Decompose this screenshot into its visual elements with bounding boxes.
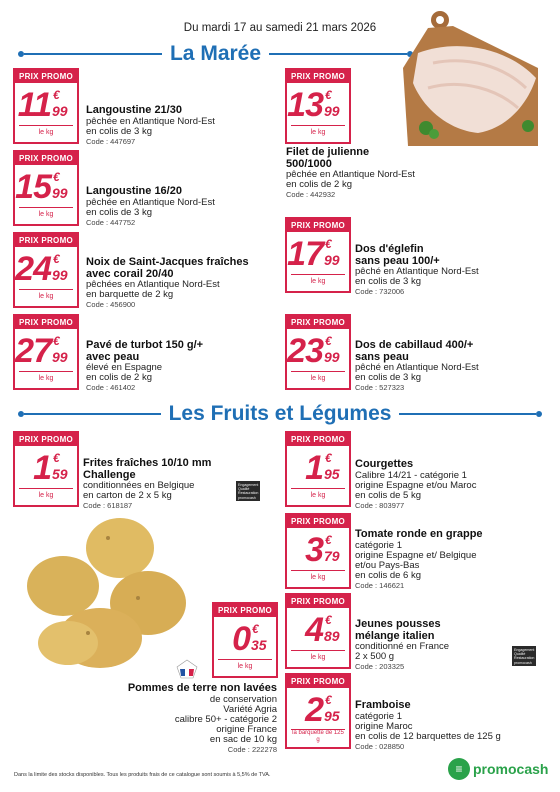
price-unit: le kg	[291, 274, 345, 288]
badge-title: PRIX PROMO	[15, 70, 77, 83]
product-code: Code : 456900	[86, 300, 136, 309]
product-code: Code : 461402	[86, 383, 136, 392]
price-unit: le kg	[19, 207, 73, 221]
product-name: Framboise	[355, 699, 411, 711]
product-name: Pommes de terre non lavées	[127, 682, 277, 694]
price-currency: €	[53, 252, 60, 266]
product-detail: en colis de 3 kg	[355, 372, 422, 383]
product-code: Code : 442932	[286, 190, 336, 199]
product-code: Code : 447752	[86, 217, 136, 227]
product-detail: élevé en Espagne	[86, 362, 163, 373]
divider-line	[24, 53, 162, 55]
price-currency: €	[325, 613, 332, 627]
product-detail: en sac de 10 kg	[209, 733, 277, 745]
price-currency: €	[325, 334, 332, 348]
price-currency: €	[53, 334, 60, 348]
product-langoustine-2130	[86, 105, 215, 146]
product-code: Code : 618187	[83, 501, 133, 510]
price-badge-jeunes-pousses	[285, 593, 351, 669]
price-integer: 1	[33, 449, 51, 487]
product-detail: origine France	[216, 723, 277, 735]
section-title: Les Fruits et Légumes	[168, 402, 392, 425]
price-currency: €	[325, 88, 332, 102]
product-detail: catégorie 1	[355, 710, 403, 722]
cart-icon: ≡	[448, 758, 470, 780]
price-integer: 4	[305, 611, 323, 649]
product-detail: en colis de 5 kg	[355, 489, 422, 501]
badge-title: PRIX PROMO	[287, 70, 349, 83]
engagement-qualite-logo: Engagement Qualité Restauration promocash	[514, 648, 535, 665]
product-detail: origine Espagne et/ Belgique	[355, 549, 477, 561]
divider-line	[399, 413, 536, 415]
product-detail: pêchée en Atlantique Nord-Est	[86, 115, 215, 127]
price-currency: €	[53, 451, 60, 465]
section-title: La Marée	[169, 42, 262, 65]
product-detail: en barquette de 2 kg	[86, 289, 174, 300]
price-decimals: 99	[324, 252, 340, 268]
product-detail: catégorie 1	[355, 539, 403, 551]
product-name-line2: avec peau	[86, 350, 140, 363]
price-integer: 23	[287, 332, 323, 370]
product-name: Jeunes pousses	[355, 618, 441, 630]
price-badge-frites	[13, 431, 79, 507]
badge-title: PRIX PROMO	[287, 515, 349, 528]
price-integer: 13	[287, 86, 323, 124]
product-name-line2: avec corail 20/40	[86, 267, 174, 280]
product-turbot	[86, 340, 203, 392]
price-badge-tomate	[285, 513, 351, 589]
product-courgettes	[355, 459, 476, 510]
divider-dot	[536, 411, 542, 417]
legal-footnote: Dans la limite des stocks disponibles. Tous les produits frais de ce catalogue sont soumis à 5,5% de TVA.	[14, 772, 271, 778]
product-detail: 2 x 500 g	[355, 651, 395, 662]
price-integer: 0	[232, 620, 250, 658]
section-maree-header	[18, 42, 413, 66]
price-currency: €	[325, 693, 332, 707]
product-code: Code : 222278	[227, 744, 277, 754]
product-name: Noix de Saint-Jacques fraîches	[86, 256, 249, 268]
price-decimals: 99	[52, 185, 68, 201]
price-unit: le kg	[291, 371, 345, 385]
product-detail: en colis de 2 kg	[286, 179, 353, 190]
product-detail: en colis de 3 kg	[355, 276, 422, 287]
product-detail: Variété Agria	[223, 703, 277, 715]
product-name-line2: sans peau 100/+	[355, 254, 440, 267]
product-detail: de conservation	[209, 693, 277, 705]
price-integer: 1	[305, 449, 323, 487]
promocash-logo	[448, 758, 548, 780]
price-unit: le kg	[291, 650, 345, 664]
product-name: Courgettes	[355, 458, 414, 470]
badge-title: PRIX PROMO	[287, 316, 349, 329]
price-integer: 27	[15, 332, 51, 370]
product-code: Code : 803977	[355, 500, 405, 510]
section-fruits-header	[18, 402, 542, 426]
price-decimals: 99	[52, 103, 68, 119]
product-code: Code : 028850	[355, 741, 405, 751]
price-badge-langoustine-2130	[13, 68, 79, 144]
product-code: Code : 203325	[355, 662, 405, 671]
price-decimals: 99	[52, 349, 68, 365]
price-badge-saint-jacques	[13, 232, 79, 308]
price-integer: 11	[17, 86, 51, 124]
product-name-line2: sans peau	[355, 350, 409, 363]
price-unit: le kg	[291, 125, 345, 139]
price-currency: €	[53, 170, 60, 184]
product-detail: calibre 50+ - catégorie 2	[174, 713, 277, 725]
product-detail: en colis de 12 barquettes de 125 g	[355, 730, 501, 742]
brand-name: promocash	[473, 761, 549, 777]
product-name-line2: Challenge	[83, 468, 136, 481]
price-decimals: 99	[324, 103, 340, 119]
price-integer: 15	[15, 168, 51, 206]
product-detail: origine Espagne et/ou Maroc	[355, 479, 477, 491]
product-code: Code : 527323	[355, 383, 405, 392]
product-detail: et/ou Pays-Bas	[355, 559, 420, 571]
badge-title: PRIX PROMO	[287, 595, 349, 608]
price-badge-pommes-de-terre	[212, 602, 278, 678]
price-integer: 2	[305, 691, 323, 729]
badge-title: PRIX PROMO	[287, 433, 349, 446]
product-detail: pêché en Atlantique Nord-Est	[355, 362, 479, 373]
product-detail: en colis de 3 kg	[86, 206, 153, 218]
price-badge-turbot	[13, 314, 79, 390]
product-pommes-de-terre	[120, 683, 277, 754]
price-decimals: 95	[324, 708, 340, 724]
product-name-line2: mélange italien	[355, 629, 435, 642]
price-badge-courgettes	[285, 431, 351, 507]
product-detail: pêchée en Atlantique Nord-Est	[286, 169, 415, 180]
product-framboise	[355, 700, 501, 751]
price-currency: €	[53, 88, 60, 102]
price-unit: le kg	[291, 488, 345, 502]
origine-france-logo	[176, 659, 198, 679]
product-detail: pêchée en Atlantique Nord-Est	[86, 196, 215, 208]
product-name: Tomate ronde en grappe	[355, 528, 483, 540]
price-badge-eglefin	[285, 217, 351, 293]
price-currency: €	[252, 622, 259, 636]
product-detail: conditionné en France	[355, 641, 450, 652]
product-name-line2: 500/1000	[286, 157, 332, 170]
product-name: Pavé de turbot 150 g/+	[86, 339, 204, 351]
price-integer: 17	[287, 235, 323, 273]
product-detail: en colis de 6 kg	[355, 569, 422, 581]
badge-title: PRIX PROMO	[15, 316, 77, 329]
product-julienne	[286, 147, 415, 199]
price-unit: le kg	[19, 488, 73, 502]
price-integer: 24	[15, 250, 51, 288]
product-tomate	[355, 529, 483, 590]
product-frites	[83, 458, 211, 510]
price-currency: €	[325, 451, 332, 465]
product-code: Code : 732006	[355, 287, 405, 296]
product-eglefin	[355, 244, 479, 296]
divider-line	[269, 53, 407, 55]
product-cabillaud	[355, 340, 479, 392]
price-unit: le kg	[19, 125, 73, 139]
price-decimals: 35	[251, 637, 267, 653]
price-unit: le kg	[19, 289, 73, 303]
price-unit: le kg	[19, 371, 73, 385]
divider-line	[24, 413, 161, 415]
badge-title: PRIX PROMO	[287, 219, 349, 232]
price-decimals: 89	[324, 628, 340, 644]
badge-title: PRIX PROMO	[15, 433, 77, 446]
badge-title: PRIX PROMO	[15, 234, 77, 247]
price-decimals: 99	[324, 349, 340, 365]
product-langoustine-1620	[86, 186, 215, 227]
price-integer: 3	[305, 531, 323, 569]
price-decimals: 95	[324, 466, 340, 482]
product-detail: Calibre 14/21 - catégorie 1	[355, 469, 467, 481]
product-name: Langoustine 16/20	[86, 185, 182, 197]
badge-title: PRIX PROMO	[287, 675, 349, 688]
price-unit: le kg	[291, 570, 345, 584]
price-unit: la barquette de 125 g	[292, 730, 344, 743]
price-badge-julienne	[285, 68, 351, 144]
product-detail: pêché en Atlantique Nord-Est	[355, 266, 479, 277]
potatoes-image	[8, 508, 198, 678]
product-detail: conditionnées en Belgique	[83, 480, 195, 491]
badge-title: PRIX PROMO	[15, 152, 77, 165]
promo-dates: Du mardi 17 au samedi 21 mars 2026	[183, 22, 377, 34]
price-currency: €	[325, 237, 332, 251]
product-name: Dos de cabillaud 400/+	[355, 339, 474, 351]
product-detail: en carton de 2 x 5 kg	[83, 490, 172, 501]
engagement-qualite-logo: Engagement Qualité Restauration promocash	[238, 483, 259, 500]
fish-fillet-image	[398, 8, 548, 148]
price-currency: €	[325, 533, 332, 547]
price-badge-framboise	[285, 673, 351, 749]
product-code: Code : 146621	[355, 580, 405, 590]
product-detail: pêchées en Atlantique Nord-Est	[86, 279, 220, 290]
product-name: Filet de julienne	[286, 146, 370, 158]
price-unit: le kg	[218, 659, 272, 673]
price-decimals: 59	[52, 466, 68, 482]
product-name: Frites fraîches 10/10 mm	[83, 457, 212, 469]
price-decimals: 79	[324, 548, 340, 564]
product-detail: origine Maroc	[355, 720, 413, 732]
product-code: Code : 447697	[86, 136, 136, 146]
price-decimals: 99	[52, 267, 68, 283]
badge-title: PRIX PROMO	[214, 604, 276, 617]
product-detail: en colis de 3 kg	[86, 125, 153, 137]
price-badge-cabillaud	[285, 314, 351, 390]
product-jeunes-pousses	[355, 619, 449, 671]
product-name: Dos d'églefin	[355, 243, 424, 255]
product-detail: en colis de 2 kg	[86, 372, 153, 383]
product-saint-jacques	[86, 257, 249, 309]
price-badge-langoustine-1620	[13, 150, 79, 226]
product-name: Langoustine 21/30	[86, 104, 182, 116]
